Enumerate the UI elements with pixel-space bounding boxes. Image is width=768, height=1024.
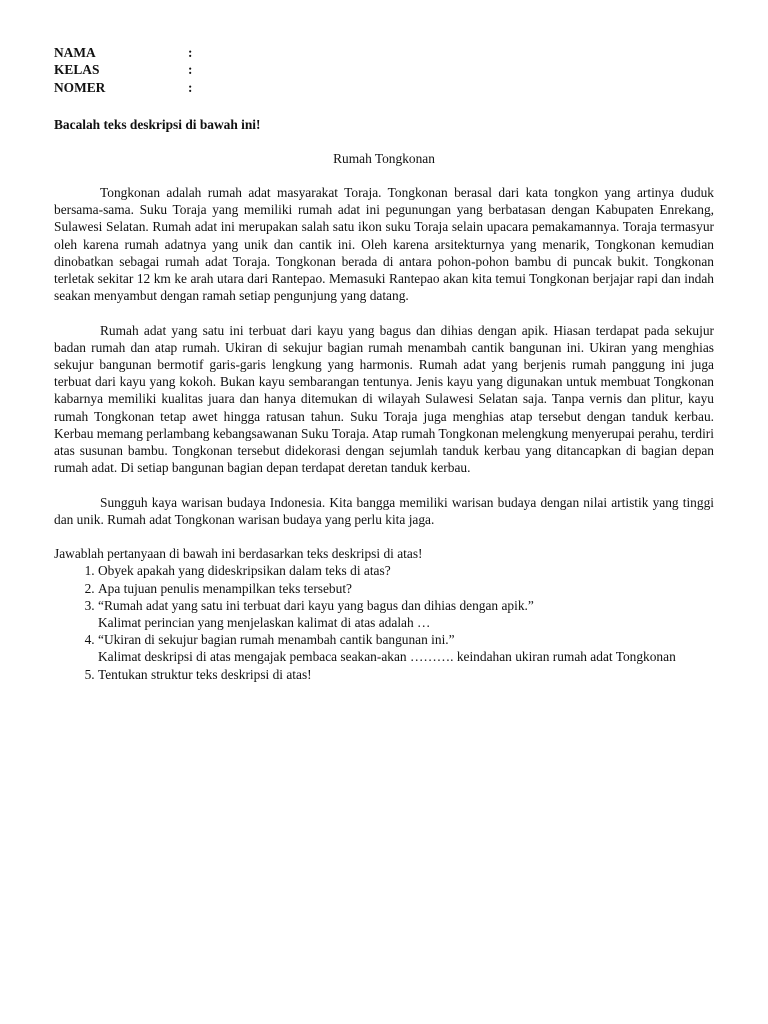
- question-text: “Rumah adat yang satu ini terbuat dari kayu yang bagus dan dihias dengan apik.”: [98, 597, 534, 613]
- class-field-row: [54, 61, 192, 78]
- class-label: KELAS: [54, 62, 100, 78]
- paragraph-2: Rumah adat yang satu ini terbuat dari kayu yang bagus dan dihias dengan apik. Hiasan terdapat pada sekujur badan rumah dan atap rumah. Ukiran di sekujur bagian rumah menambah cantik bangunan ini. Ukiran yang menghias sekujur bangunan bermotif garis-garis lengkung yang harmonis. Rumah adat yang berjenis rumah panggung ini juga terbuat dari kayu yang kokoh. Bukan kayu sembarangan tentunya. Jenis kayu yang digunakan untuk membuat Tongkonan kabarnya memiliki kualitas juara dan hanya ditemukan di wilayah Sulawesi Selatan saja. Tanpa vernis dan plitur, kayu rumah Tongkonan tetap awet hingga ratusan tahun. Suku Toraja juga menghias atap tersebut dengan tanduk kerbau. Kerbau memang perlambang kebangsawanan Suku Toraja. Atap rumah Tongkonan melengkung menyerupai perahu, terdiri atas susunan bambu. Tongkonan tersebut didekorasi dengan sejumlah tanduk kerbau yang ditancapkan di bagian depan rumah adat. Di setiap bangunan bagian depan terdapat deretan tanduk kerbau.: [54, 322, 714, 476]
- question-item: [98, 666, 714, 683]
- question-subtext: Kalimat deskripsi di atas mengajak pembaca seakan-akan ………. keindahan ukiran rumah adat Tongkonan: [98, 649, 676, 665]
- name-field-row: [54, 44, 192, 61]
- paragraph-1: Tongkonan adalah rumah adat masyarakat Toraja. Tongkonan berasal dari kata tongkon yang artinya duduk bersama-sama. Suku Toraja yang memiliki rumah adat ini pegunungan yang berbatasan dengan Kabupaten Enrekang, Sulawesi Selatan. Rumah adat ini merupakan salah satu ikon suku Toraja selain upacara pemakamannya. Toraja termasyur oleh karena rumah adatnya yang unik dan cantik ini. Oleh karena arsitekturnya yang menarik, Tongkonan kemudian dinobatkan sebagai rumah adat Toraja. Tongkonan berada di antara pohon-pohon bambu di puncak bukit. Tongkonan terletak sekitar 12 km ke arah utara dari Rantepao. Memasuki Rantepao akan kita temui Tongkonan berjajar rapi dan indah seakan menyambut dengan ramah setiap pengunjung yang datang.: [54, 185, 714, 304]
- paragraph-3: Sungguh kaya warisan budaya Indonesia. Kita bangga memiliki warisan budaya dengan nilai artistik yang tinggi dan unik. Rumah adat Tongkonan warisan budaya yang perlu kita jaga.: [54, 494, 714, 527]
- question-item: [98, 631, 714, 665]
- number-label: NOMER: [54, 79, 106, 95]
- document-body: [54, 184, 714, 683]
- reading-instruction: Bacalah teks deskripsi di bawah ini!: [54, 117, 261, 132]
- student-info-header: [54, 44, 192, 96]
- questions-instruction: Jawablah pertanyaan di bawah ini berdasarkan teks deskripsi di atas!: [54, 546, 423, 562]
- question-text: Apa tujuan penulis menampilkan teks tersebut?: [98, 580, 352, 596]
- question-item: [98, 597, 714, 631]
- question-subtext: Kalimat perincian yang menjelaskan kalimat di atas adalah …: [98, 615, 431, 631]
- class-separator: :: [188, 62, 193, 78]
- number-field-row: [54, 79, 192, 96]
- name-label: NAMA: [54, 45, 96, 60]
- name-separator: :: [188, 45, 193, 60]
- question-item: [98, 562, 714, 579]
- document-title: Rumah Tongkonan: [333, 151, 435, 166]
- question-text: Tentukan struktur teks deskripsi di atas!: [98, 666, 312, 682]
- question-text: Obyek apakah yang dideskripsikan dalam teks di atas?: [98, 563, 391, 579]
- question-list: [54, 562, 714, 682]
- number-separator: :: [188, 79, 193, 95]
- question-item: [98, 580, 714, 597]
- question-text: “Ukiran di sekujur bagian rumah menambah cantik bangunan ini.”: [98, 632, 455, 648]
